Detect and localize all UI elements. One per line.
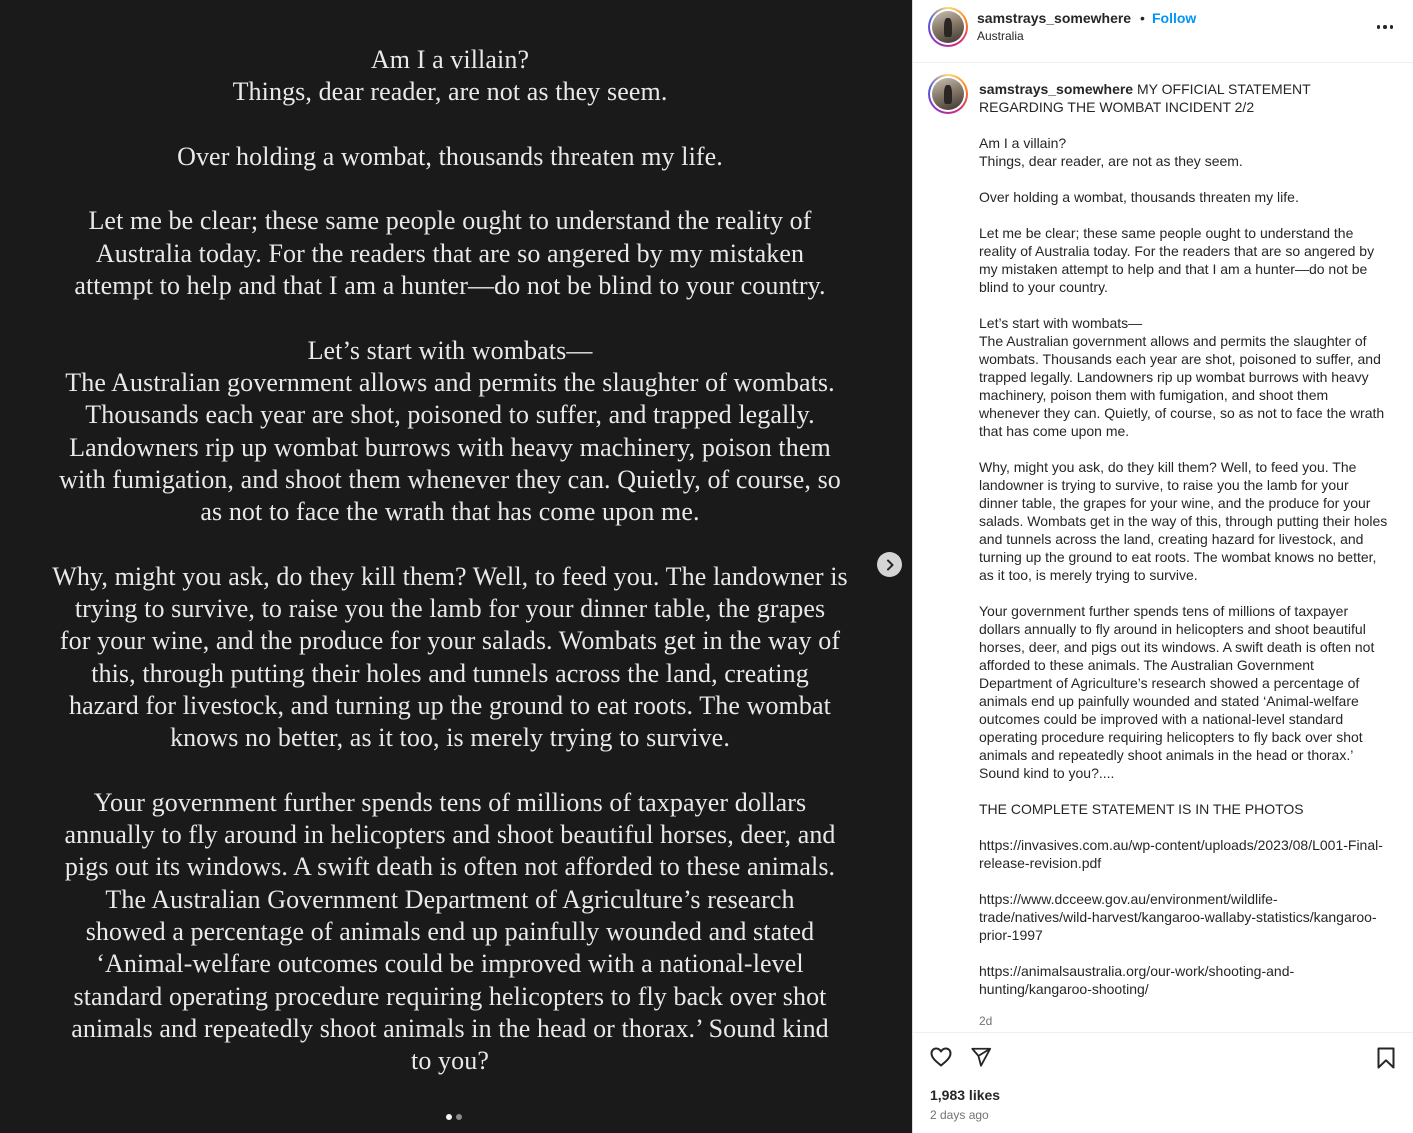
caption-timestamp[interactable]: 2d	[979, 1014, 993, 1028]
caption-section	[913, 63, 1413, 1033]
next-slide-button[interactable]	[877, 552, 902, 577]
separator-dot: •	[1140, 10, 1145, 26]
caption-paragraph: Your government further spends tens of millions of taxpayer dollars annually to fly around in helicopters and shoot beautiful horses, deer, and pigs out its windows. A swift death is often not afforded to these animals. The Australian Government Department of Agriculture’s research showed a percentage of animals end up painfully wounded and stated ‘Animal-welfare outcomes could be improved with a national-level standard operating procedure requiring helicopters to fly back over shot animals and repeatedly shoot animals in the head or thorax.’ Sound kind to you?....	[979, 603, 1375, 781]
caption-title: MY OFFICIAL STATEMENT REGARDING THE WOMBAT INCIDENT 2/2	[979, 81, 1311, 115]
media-paragraph: Let me be clear; these same people ought to understand the reality of Australia today. For the readers that are so angered by my mistaken attempt to help and that I am a hunter—do not be blind to your country.	[74, 206, 826, 301]
media-paragraph: Let’s start with wombats— The Australian government allows and permits the slaughter of wombats. Thousands each year are shot, poisoned to suffer, and trapped legally. Landowners rip up wombat burrows with heavy machinery, poison them with fumigation, and shoot them whenever they can. Quietly, of course, so as not to face the wrath that has come upon me.	[59, 335, 841, 527]
caption-paragraph: Over holding a wombat, thousands threaten my life.	[979, 189, 1299, 205]
caption-paragraph: Let me be clear; these same people ought to understand the reality of Australia today. For the readers that are so angered by my mistaken attempt to help and that I am a hunter—do not be blind to your country.	[979, 225, 1375, 295]
caption-link[interactable]: https://animalsaustralia.org/our-work/shooting-and-hunting/kangaroo-shooting/	[979, 963, 1295, 997]
caption-paragraph: Let’s start with wombats— The Australian government allows and permits the slaughter of wombats. Thousands each year are shot, poisoned to suffer, and trapped legally. Landowners rip up wombat burrows with heavy machinery, poison them with fumigation, and shoot them whenever they can. Quietly, of course, so as not to face the wrath that has come upon me.	[979, 315, 1385, 439]
author-username[interactable]: samstrays_somewhere	[977, 10, 1132, 26]
post-header	[913, 0, 1413, 63]
follow-button[interactable]: Follow	[1152, 10, 1197, 26]
carousel-dot-active	[446, 1114, 452, 1120]
post-sidebar	[912, 0, 1413, 1133]
media-paragraph: Why, might you ask, do they kill them? Well, to feed you. The landowner is trying to survive, to raise you the lamb for your dinner table, the grapes for your wine, and the produce for your salads. Wombats get in the way of this, through putting their holes and tunnels across the land, creating hazard for livestock, and turning up the ground to eat roots. The wombat knows no better, as it too, is merely trying to survive.	[52, 561, 848, 753]
avatar[interactable]	[928, 7, 968, 47]
post-time: 2 days ago	[930, 1108, 989, 1122]
caption-paragraph: Why, might you ask, do they kill them? Well, to feed you. The landowner is trying to survive, to raise you the lamb for your dinner table, the grapes for your wine, and the produce for your salads. Wombats get in the way of this, through putting their holes and tunnels across the land, creating hazard for livestock, and turning up the ground to eat roots. The wombat knows no better, as it too, is merely trying to survive.	[979, 459, 1388, 583]
more-options-icon[interactable]	[1375, 20, 1395, 34]
post-location[interactable]: Australia	[977, 29, 1024, 43]
caption-paragraph: THE COMPLETE STATEMENT IS IN THE PHOTOS	[979, 801, 1304, 817]
caption-paragraph: Am I a villain? Things, dear reader, are not as they seem.	[979, 135, 1243, 169]
heart-icon[interactable]	[929, 1045, 953, 1069]
caption-link[interactable]: https://www.dcceew.gov.au/environment/wildlife-trade/natives/wild-harvest/kangaroo-wallaby-statistics/kangaroo-prior-1997	[979, 891, 1377, 943]
caption-username[interactable]: samstrays_somewhere	[979, 81, 1134, 97]
media-paragraph: Am I a villain? Things, dear reader, are not as they seem.	[232, 45, 668, 107]
caption-avatar[interactable]	[928, 74, 968, 114]
media-paragraph: Over holding a wombat, thousands threaten my life.	[177, 141, 723, 171]
carousel-indicator	[446, 1114, 462, 1120]
statement-image-text	[0, 44, 900, 1110]
profile-photo	[932, 78, 964, 110]
chevron-right-icon	[885, 559, 895, 571]
profile-photo	[932, 11, 964, 43]
carousel-dot	[456, 1114, 462, 1120]
bookmark-icon[interactable]	[1375, 1046, 1397, 1070]
media-paragraph: Your government further spends tens of millions of taxpayer dollars annually to fly around in helicopters and shoot beautiful horses, deer, and pigs out its windows. A swift death is often not afforded to these animals. The Australian Government Department of Agriculture’s research showed a percentage of animals end up painfully wounded and stated ‘Animal-welfare outcomes could be improved with a national-level standard operating procedure requiring helicopters to fly back over shot animals and repeatedly shoot animals in the head or thorax.’ Sound kind to you?	[64, 787, 836, 1076]
paper-plane-icon[interactable]	[970, 1046, 992, 1068]
like-count[interactable]: 1,983 likes	[930, 1087, 1001, 1103]
post-actions	[913, 1032, 1413, 1133]
caption-text	[979, 80, 1389, 1030]
caption-link[interactable]: https://invasives.com.au/wp-content/uploads/2023/08/L001-Final-release-revision.pdf	[979, 837, 1383, 871]
